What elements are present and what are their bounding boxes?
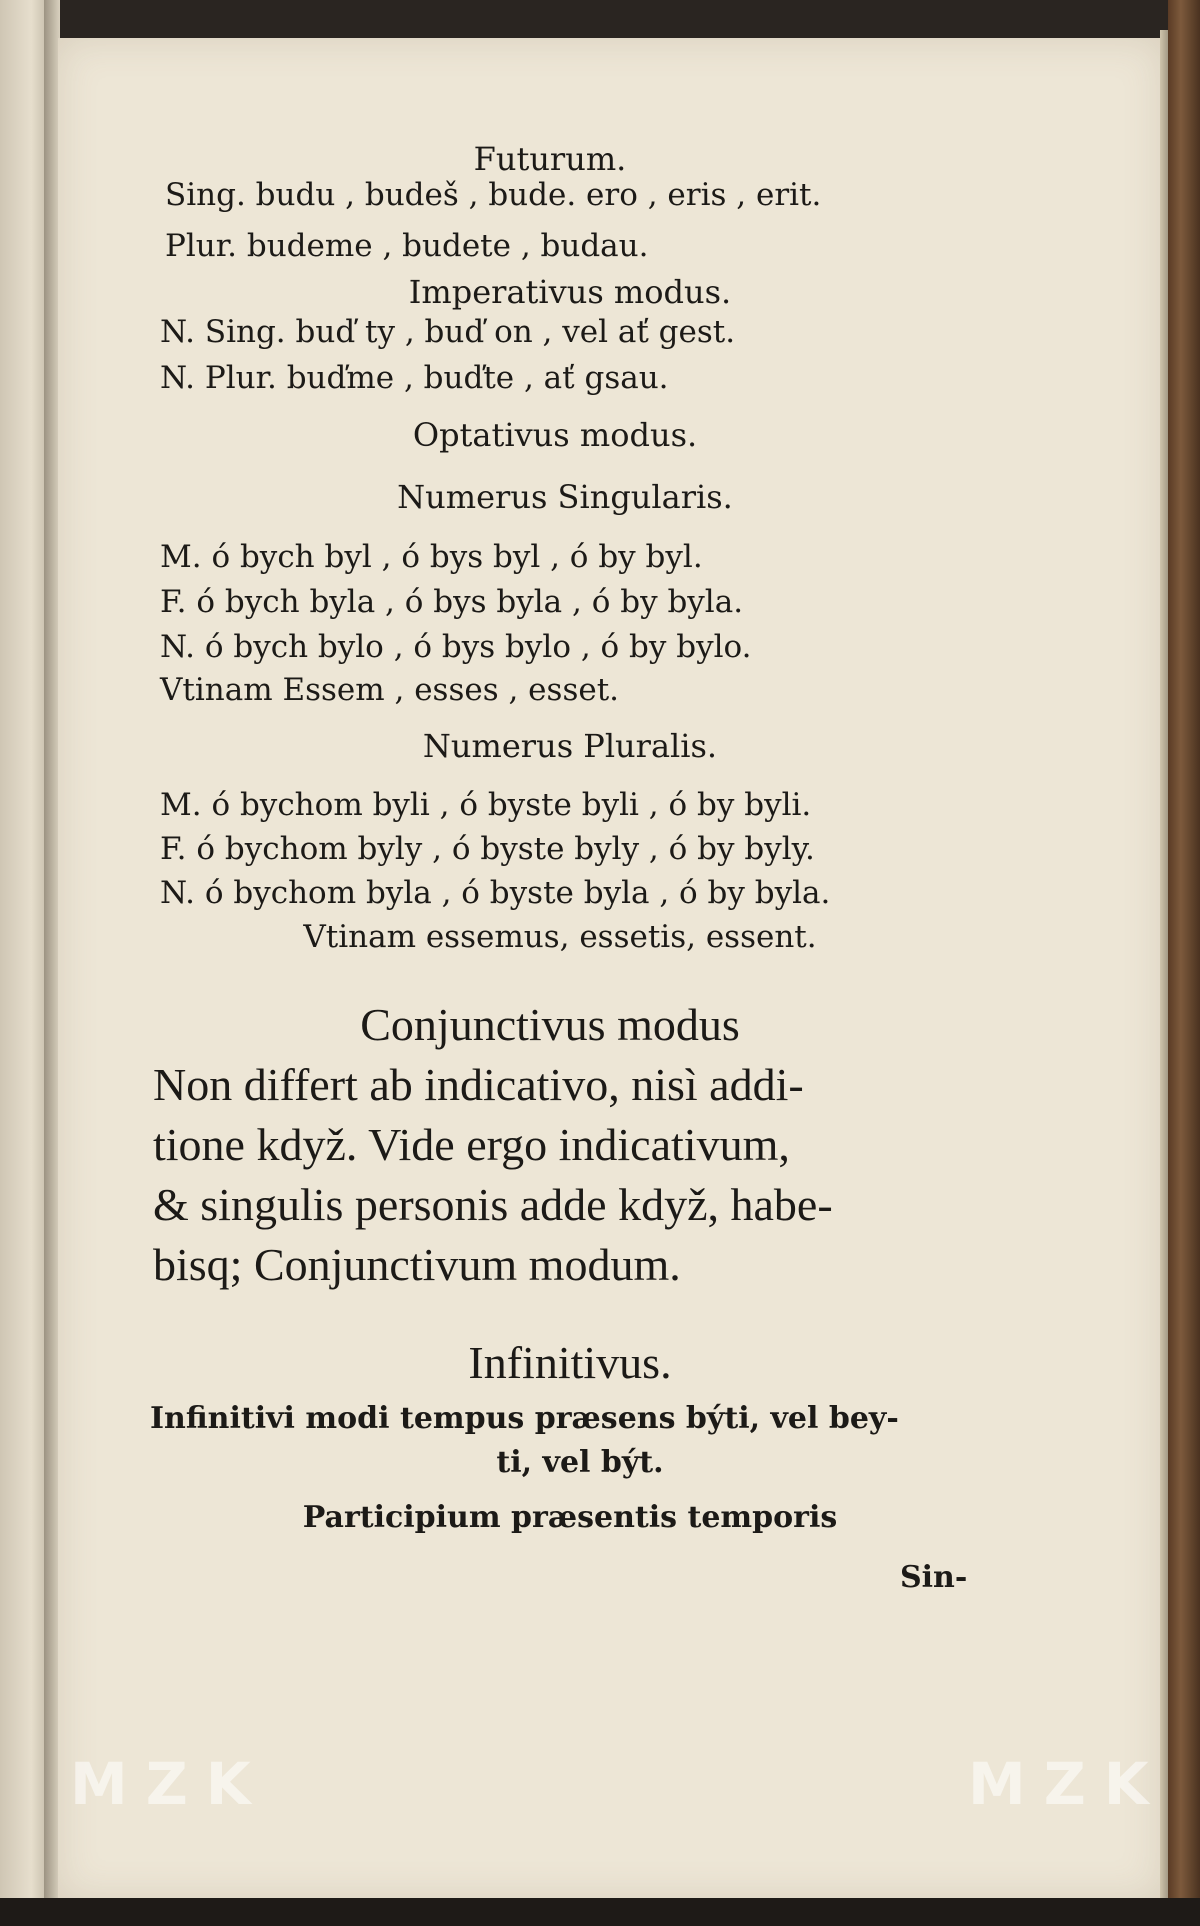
infinitivus-line: ti, vel být. (496, 1445, 664, 1480)
imperativus-plur-line: N. Plur. buďme , buďte , ať gsau. (160, 360, 669, 396)
conjunctivus-line: bisq; Conjunctivum modum. (153, 1239, 681, 1290)
pluralis-row: F. ó bychom byly , ó byste byly , ó by byly. (160, 831, 815, 867)
singularis-row: N. ó bych bylo , ó bys bylo , ó by bylo. (160, 629, 752, 665)
imperativus-sing-line: N. Sing. buď ty , buď on , vel ať gest. (160, 314, 736, 350)
participium-line: Participium præsentis temporis (302, 1500, 838, 1535)
catchword: Sin- (900, 1560, 968, 1595)
futurum-sing-line: Sing. budu , budeš , bude. ero , eris , erit. (165, 177, 822, 213)
pluralis-row: M. ó bychom byli , ó byste byli , ó by byli. (160, 787, 812, 823)
conjunctivus-line: Non differt ab indicativo, nisì addi- (153, 1059, 804, 1110)
singularis-heading: Numerus Singularis. (397, 478, 733, 516)
imperativus-heading: Imperativus modus. (408, 273, 732, 311)
conjunctivus-heading: Conjunctivus modus (360, 999, 740, 1050)
pluralis-heading: Numerus Pluralis. (422, 727, 718, 765)
optativus-heading: Optativus modus. (412, 416, 698, 454)
conjunctivus-line: tione když. Vide ergo indicativum, (153, 1119, 790, 1170)
conjunctivus-line: & singulis personis adde když, habe- (153, 1179, 833, 1230)
futurum-heading: Futurum. (473, 140, 627, 178)
watermark-left: MZK (70, 1750, 269, 1818)
futurum-plur-line: Plur. budeme , budete , budau. (165, 228, 649, 264)
singularis-row: F. ó bych byla , ó bys byla , ó by byla. (160, 584, 744, 620)
infinitivus-line: Infinitivi modi tempus præsens býti, vel bey- (150, 1401, 899, 1436)
singularis-row: Vtinam Essem , esses , esset. (160, 672, 620, 708)
watermark-right: MZK (968, 1750, 1167, 1818)
singularis-row: M. ó bych byl , ó bys byl , ó by byl. (160, 539, 703, 575)
infinitivus-heading: Infinitivus. (468, 1337, 672, 1388)
pluralis-row: N. ó bychom byla , ó byste byla , ó by byla. (160, 875, 831, 911)
pluralis-row: Vtinam essemus, essetis, essent. (303, 919, 817, 955)
